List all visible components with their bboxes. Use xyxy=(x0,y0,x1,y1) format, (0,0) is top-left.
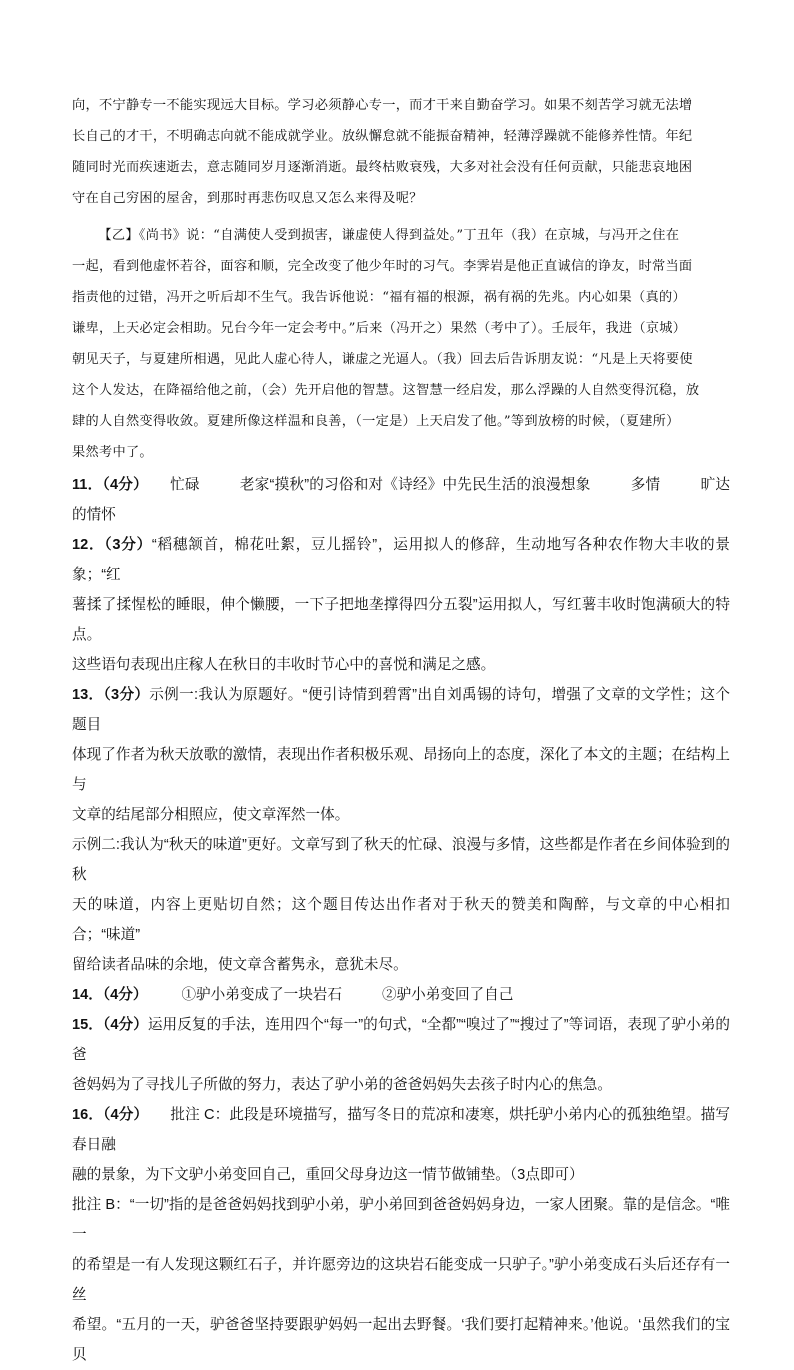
text-line: 融的景象，为下文驴小弟变回自己，重回父母身边这一情节做铺垫。（3点即可） xyxy=(72,1167,584,1183)
text-line: 【乙】《尚书》说：“自满使人受到损害，谦虚使人得到益处。”丁丑年（我）在京城，与冯开之住在 xyxy=(98,228,680,243)
answer-text: 旷达的情怀 xyxy=(72,477,730,523)
text-line: 肆的人自然变得收敛。夏建所像这样温和良善，（一定是）上天启发了他。”等到放榜的时候，（夏建所） xyxy=(72,414,680,429)
text-line: 果然考中了。 xyxy=(72,445,153,460)
question-number: 14．（4分） xyxy=(72,987,148,1003)
text-line: 指责他的过错，冯开之听后却不生气。我告诉他说：“福有福的根源，祸有祸的先兆。内心如果（真的） xyxy=(72,290,686,305)
text-line: 体现了作者为秋天放歌的激情，表现出作者积极乐观、昂扬向上的态度，深化了本文的主题；在结构上与 xyxy=(72,747,730,793)
text-line: 留给读者品味的余地，使文章含蓄隽永，意犹未尽。 xyxy=(72,957,408,973)
answer-text: 多情 xyxy=(630,477,661,493)
text-line: 这些语句表现出庄稼人在秋日的丰收时节心中的喜悦和满足之感。 xyxy=(72,657,496,673)
question-number: 12．（3分） xyxy=(72,537,152,553)
answer-text: 示例一:我认为原题好。“便引诗情到碧霄”出自刘禹锡的诗句，增强了文章的文学性；这个题目 xyxy=(72,687,730,733)
text-line: 的希望是一有人发现这颗红石子，并许愿旁边的这块岩石能变成一只驴子。”驴小弟变成石头后还存有一丝 xyxy=(72,1257,730,1303)
text-line: 长自己的才干，不明确志向就不能成就学业。放纵懈怠就不能振奋精神，轻薄浮躁就不能修养性情。年纪 xyxy=(72,129,693,144)
text-line: 批注 B：“一切”指的是爸爸妈妈找到驴小弟，驴小弟回到爸爸妈妈身边，一家人团聚。靠的是信念。“唯一 xyxy=(72,1197,730,1243)
answer-text: “稻穗颔首，棉花吐絮，豆儿摇铃”，运用拟人的修辞，生动地写各种农作物大丰收的景象；“红 xyxy=(72,537,730,583)
question-number: 15．（4分） xyxy=(72,1017,148,1033)
text-line: 希望。“五月的一天，驴爸爸坚持要跟驴妈妈一起出去野餐。‘我们要打起精神来。’他说。‘虽然我们的宝贝 xyxy=(72,1317,730,1363)
answer-text: 批注 C：此段是环境描写，描写冬日的荒凉和凄寒，烘托驴小弟内心的孤独绝望。描写春日融 xyxy=(72,1107,730,1153)
text-line: 一起，看到他虚怀若谷，面容和顺，完全改变了他少年时的习气。李霁岩是他正直诚信的诤友，时常当面 xyxy=(72,259,693,274)
answer-11 xyxy=(72,470,730,530)
text-line: 薯揉了揉惺松的睡眼，伸个懒腰，一下子把地垄撑得四分五裂”运用拟人，写红薯丰收时饱满硕大的特点。 xyxy=(72,597,730,643)
text-line: 向，不宁静专一不能实现远大目标。学习必须静心专一，而才干来自勤奋学习。如果不刻苦学习就无法增 xyxy=(72,98,693,113)
answer-14 xyxy=(72,980,730,1010)
answer-text: 老家“摸秋”的习俗和对《诗经》中先民生活的浪漫想象 xyxy=(239,477,591,493)
text-line: 天的味道，内容上更贴切自然；这个题目传达出作者对于秋天的赞美和陶醉，与文章的中心相扣合；“味道” xyxy=(72,897,730,943)
text-line: 随同时光而疾速逝去，意志随同岁月逐渐消逝。最终枯败衰残，大多对社会没有任何贡献，只能悲哀地困 xyxy=(72,160,693,175)
answer-text: 忙碌 xyxy=(169,477,200,493)
answer-text: 运用反复的手法，连用四个“每一”的句式，“全都”“嗅过了”“搜过了”等词语，表现了驴小弟的爸 xyxy=(72,1017,730,1063)
classical-translation-yi xyxy=(72,220,724,468)
answer-text: ②驴小弟变回了自己 xyxy=(381,987,514,1003)
answer-text: ①驴小弟变成了一块岩石 xyxy=(181,987,342,1003)
text-line: 这个人发达，在降福给他之前，（会）先开启他的智慧。这智慧一经启发，那么浮躁的人自然变得沉稳，放 xyxy=(72,383,700,398)
answers xyxy=(72,470,730,1370)
text-line: 朝见天子，与夏建所相遇，见此人虚心待人，谦虚之光逼人。（我）回去后告诉朋友说：“凡是上天将要使 xyxy=(72,352,693,367)
text-line: 守在自己穷困的屋舍，到那时再悲伤叹息又怎么来得及呢？ xyxy=(72,191,423,206)
answer-12 xyxy=(72,530,730,590)
answer-15 xyxy=(72,1010,730,1070)
answer-16 xyxy=(72,1100,730,1160)
question-number: 16．（4分） xyxy=(72,1107,149,1123)
classical-translation-jia xyxy=(72,90,724,214)
question-number: 13．（3分） xyxy=(72,687,150,703)
text-line: 示例二:我认为“秋天的味道”更好。文章写到了秋天的忙碌、浪漫与多情，这些都是作者在乡间体验到的秋 xyxy=(72,837,730,883)
question-number: 11．（4分） xyxy=(72,477,148,493)
text-line: 文章的结尾部分相照应，使文章浑然一体。 xyxy=(72,807,350,823)
text-line: 谦卑，上天必定会相助。兄台今年一定会考中。”后来（冯开之）果然（考中了）。壬辰年，我进（京城） xyxy=(72,321,687,336)
text-line: 爸妈妈为了寻找儿子所做的努力，表达了驴小弟的爸爸妈妈失去孩子时内心的焦急。 xyxy=(72,1077,612,1093)
answer-13 xyxy=(72,680,730,740)
